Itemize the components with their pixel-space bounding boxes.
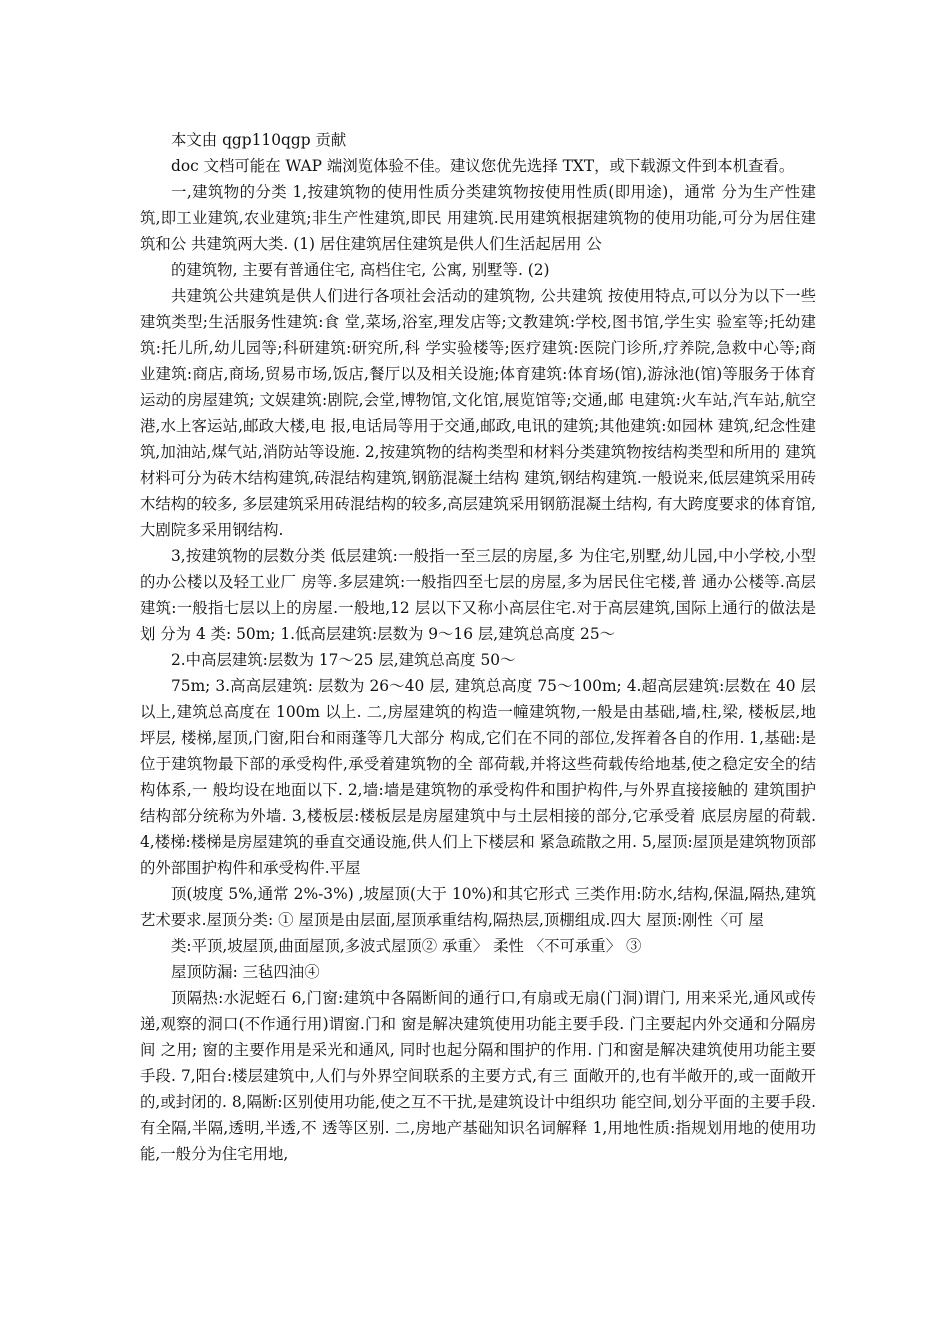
paragraph-mid-high-rise: 2.中高层建筑:层数为 17～25 层,建筑总高度 50～ bbox=[171, 651, 516, 669]
paragraph-building-structure: 75m; 3.高高层建筑: 层数为 26～40 层, 建筑总高度 75～100m; 4.超高层建筑:层数在 40 层以上,建筑总高度在 100m 以上. 二,房屋建筑的构造一幢建筑物,一般是由基础,墙,柱,梁, 楼板层,地坪层, 楼梯,屋顶,门窗,阳台和雨蓬等几大部分 构成,它们在不同的部位,发挥着各自的作用. 1,基础:是位于建筑物最下部的承受构件,承受着建筑物的全 部荷载,并将这些荷载传给地基,使之稳定安全的结构体系,一 般均设在地面以下. 2,墙:墙是建筑物的承受构件和围护构件,与外界直接接触的 建筑围护结构部分统称为外墙. 3,楼板层:楼板层是房屋建筑中与土层相接的部分,它承受着 底层房屋的荷载. 4,楼梯:楼梯是房屋建筑的垂直交通设施,供人们上下楼层和 紧急疏散之用. 5,屋顶:屋顶是建筑物顶部的外部围护构件和承受构件.平屋 bbox=[140, 677, 816, 877]
paragraph-building-classification: 一,建筑物的分类 1,按建筑物的使用性质分类建筑物按使用性质(即用途)，通常 分为生产性建筑,即工业建筑,农业建筑;非生产性建筑,即民 用建筑.民用建筑根据建筑物的使用功能,可分为居住建筑和公 共建筑两大类. (1) 居住建筑居住建筑是供人们生活起居用 公 bbox=[140, 183, 816, 253]
contributor-line: 本文由 qgp110qgp 贡献 bbox=[171, 131, 347, 149]
paragraph-roof-leakproof: 屋顶防漏: 三毡四油④ bbox=[171, 963, 320, 981]
wap-notice: doc 文档可能在 WAP 端浏览体验不佳。建议您优先选择 TXT，或下载源文件到本机查看。 bbox=[171, 157, 795, 175]
paragraph-residential-types: 的建筑物, 主要有普通住宅, 高档住宅, 公寓, 别墅等. (2) bbox=[171, 261, 550, 279]
paragraph-roof-classes: 类:平顶,坡屋顶,曲面屋顶,多波式屋顶② 承重〉 柔性 〈不可承重〉 ③ bbox=[171, 937, 642, 955]
document-body bbox=[140, 127, 816, 1167]
paragraph-roof-types: 顶(坡度 5%,通常 2%-3%) ,坡屋顶(大于 10%)和其它形式 三类作用:防水,结构,保温,隔热,建筑艺术要求.屋顶分类: ① 屋顶是由层面,屋顶承重结构,隔热层,顶棚组成.四大 屋顶:刚性〈可 屋 bbox=[140, 885, 816, 929]
paragraph-public-buildings: 共建筑公共建筑是供人们进行各项社会活动的建筑物, 公共建筑 按使用特点,可以分为以下一些建筑类型;生活服务性建筑:食 堂,菜场,浴室,理发店等;文教建筑:学校,图书馆,学生实 验室等;托幼建筑:托儿所,幼儿园等;科研建筑:研究所,科 学实验楼等;医疗建筑:医院门诊所,疗养院,急救中心等;商 业建筑:商店,商场,贸易市场,饭店,餐厅以及相关设施;体育建筑:体育场(馆),游泳池(馆)等服务于体育运动的房屋建筑; 文娱建筑:剧院,会堂,博物馆,文化馆,展览馆等;交通,邮 电建筑:火车站,汽车站,航空港,水上客运站,邮政大楼,电 报,电话局等用于交通,邮政,电讯的建筑;其他建筑:如园林 建筑,纪念性建筑,加油站,煤气站,消防站等设施. 2,按建筑物的结构类型和材料分类建筑物按结构类型和所用的 建筑材料可分为砖木结构建筑,砖混结构建筑,钢筋混凝土结构 建筑,钢结构建筑.一般说来,低层建筑采用砖木结构的较多, 多层建筑采用砖混结构的较多,高层建筑采用钢筋混凝土结构, 有大跨度要求的体育馆,大剧院多采用钢结构. bbox=[140, 287, 816, 539]
paragraph-floor-classification: 3,按建筑物的层数分类 低层建筑:一般指一至三层的房屋,多 为住宅,别墅,幼儿园,中小学校,小型的办公楼以及轻工业厂 房等.多层建筑:一般指四至七层的房屋,多为居民住宅楼,普 通办公楼等.高层建筑:一般指七层以上的房屋.一般地,12 层以下又称小高层住宅.对于高层建筑,国际上通行的做法是划 分为 4 类: 50m; 1.低高层建筑:层数为 9～16 层,建筑总高度 25～ bbox=[140, 547, 816, 643]
paragraph-doors-windows: 顶隔热:水泥蛭石 6,门窗:建筑中各隔断间的通行口,有扇或无扇(门洞)谓门, 用来采光,通风或传递,观察的洞口(不作通行用)谓窗.门和 窗是解决建筑使用功能主要手段. 门主要起内外交通和分隔房间 之用; 窗的主要作用是采光和通风, 同时也起分隔和围护的作用. 门和窗是解决建筑使用功能主要手段. 7,阳台:楼层建筑中,人们与外界空间联系的主要方式,有三 面敞开的,也有半敞开的,或一面敞开的,或封闭的. 8,隔断:区别使用功能,使之互不干扰,是建筑设计中组织功 能空间,划分平面的主要手段.有全隔,半隔,透明,半透,不 透等区别. 二,房地产基础知识名词解释 1,用地性质:指规划用地的使用功能,一般分为住宅用地, bbox=[140, 989, 816, 1163]
